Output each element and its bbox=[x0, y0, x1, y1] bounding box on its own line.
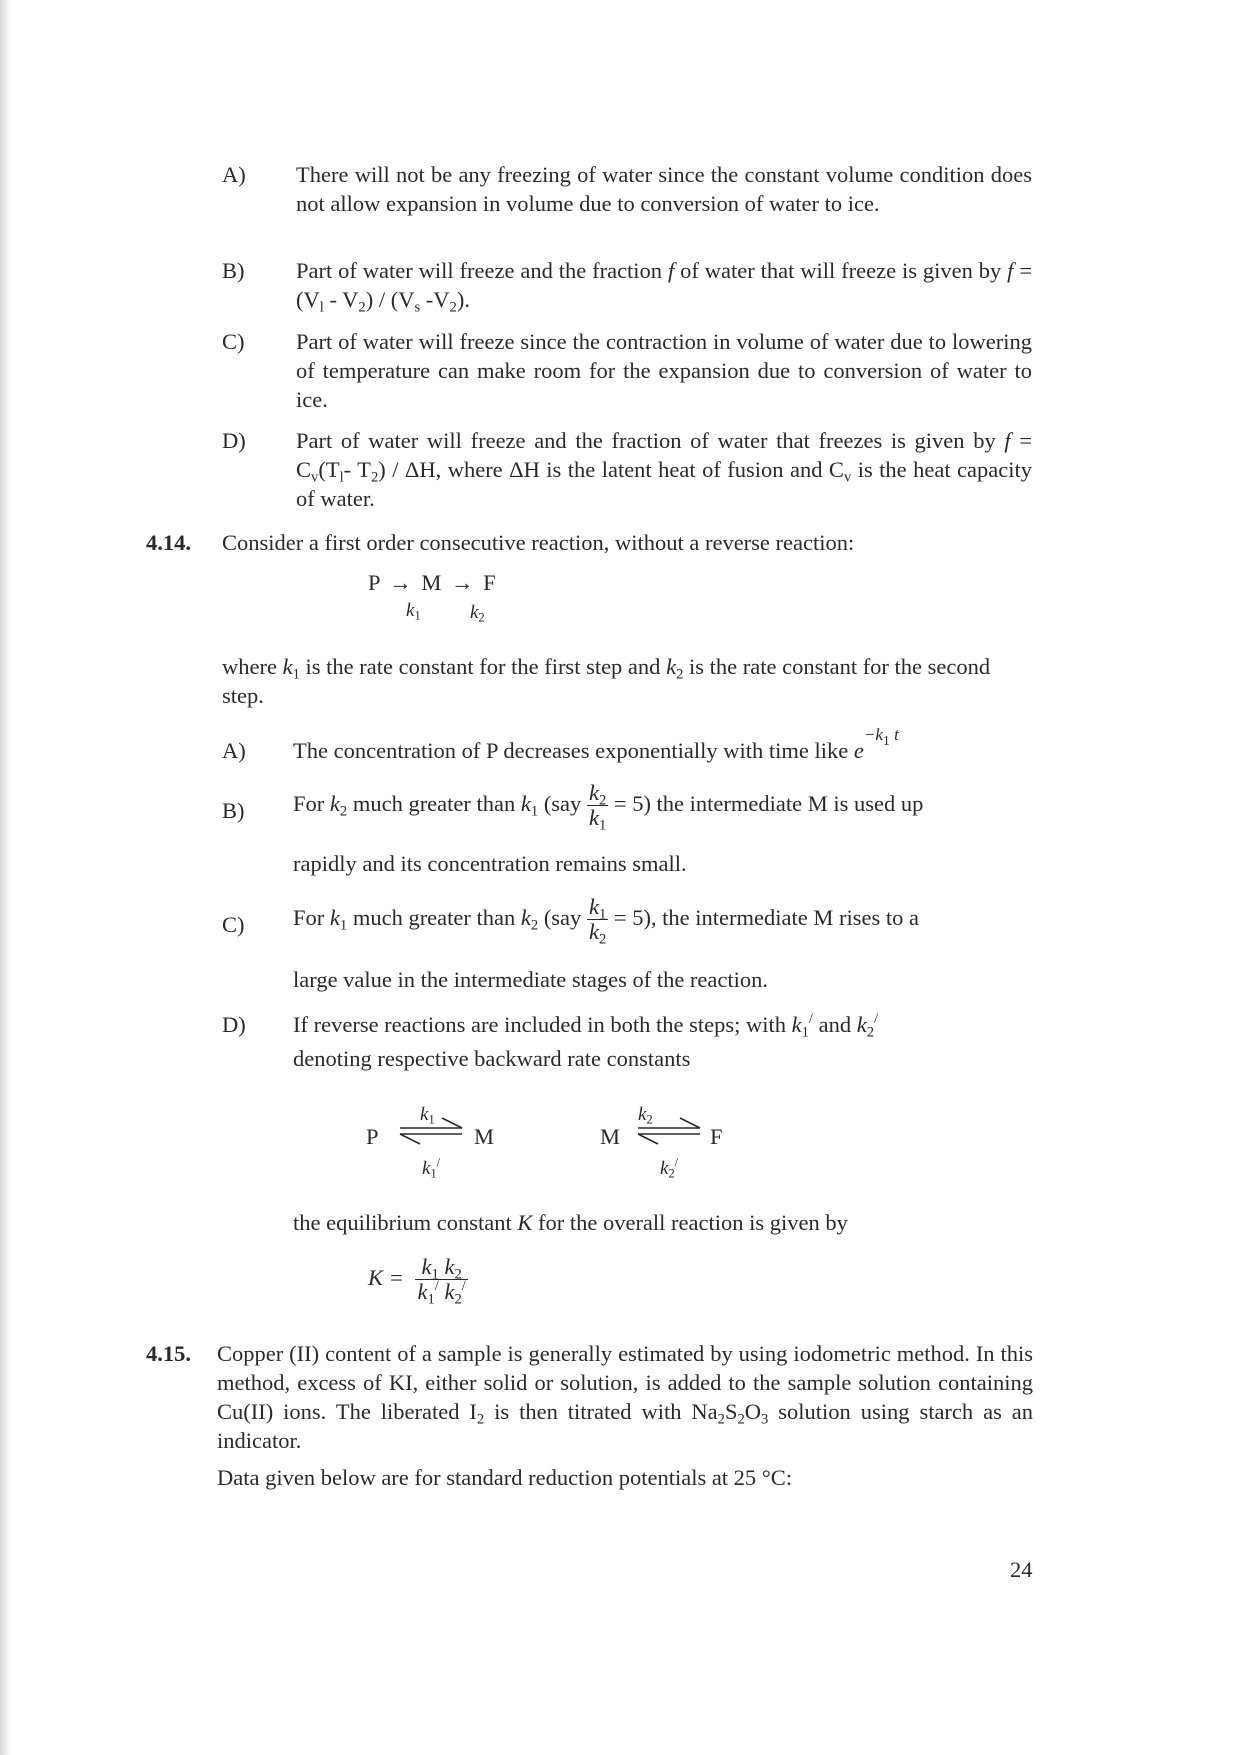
question-data-intro: Data given below are for standard reduction potentials at 25 °C: bbox=[217, 1465, 793, 1490]
option-text: Part of water will freeze since the contraction in volume of water due to lowering of temperature can make room for the expansion due to conversion of water to ice. bbox=[296, 329, 1032, 412]
where-text: where $k_1$ is the rate constant for the first step and $k_2$ is the rate constant for the second step. bbox=[222, 654, 991, 708]
option-text: The concentration of P decreases exponentially with time like $e^{-k_1 t}$ bbox=[293, 725, 899, 763]
option-label: A) bbox=[222, 738, 246, 763]
scan-edge-shadow bbox=[0, 0, 11, 1755]
option-text: Part of water will freeze and the fraction of water that freezes is given by $f = C_v(T_l-$ $T_2$) / ΔH, where ΔH is the latent heat of fusion and $C_v$ is the heat capacity of water. bbox=[296, 428, 1033, 511]
option-label: C) bbox=[222, 329, 245, 354]
question-number: 4.15. bbox=[146, 1341, 191, 1366]
species-m: M bbox=[474, 1124, 495, 1149]
option-label: B) bbox=[222, 798, 245, 823]
question-number: 4.14. bbox=[146, 530, 191, 555]
equilibrium-arrows-icon bbox=[398, 1112, 464, 1146]
option-label: D) bbox=[222, 1012, 246, 1037]
option-label: A) bbox=[222, 162, 246, 187]
backward-rate: $k_2^/$ bbox=[660, 1155, 679, 1181]
reaction-scheme: P → M → F bbox=[368, 570, 498, 595]
option-text: Part of water will freeze and the fraction f of water that will freeze is given by $f = (V_l - V_2) / (V_s$ $-V_2$). bbox=[296, 258, 1033, 316]
forward-rate: $k_1$ bbox=[420, 1104, 435, 1127]
equilibrium-constant-formula: K = $\frac{k_1 k_2}{k_1^/ k_2^/}$ bbox=[368, 1254, 466, 1308]
option-label: C) bbox=[222, 912, 245, 937]
rate-constant-k2: $k_2$ bbox=[470, 602, 485, 625]
species-m: M bbox=[600, 1124, 621, 1149]
backward-rate: $k_1^/$ bbox=[422, 1155, 441, 1181]
equilibrium-arrows-icon bbox=[636, 1112, 702, 1146]
question-intro: Consider a first order consecutive reaction, without a reverse reaction: bbox=[222, 530, 855, 555]
species-f: F bbox=[710, 1124, 723, 1149]
option-text: For $k_1$ much greater than $k_2$ (say $\frac{k_1}{k_2}$ = 5), the intermediate M rises to a bbox=[293, 894, 919, 948]
question-text: Copper (II) content of a sample is generally estimated by using iodometric method. In this method, excess of KI, either solid or solution, is added to the sample solution containing Cu(II) ions. The liberated $I_2$ is then titrated with $Na_2S_2O_3$ solution using starch as an indicator. bbox=[217, 1341, 1034, 1453]
forward-rate: $k_2$ bbox=[638, 1104, 653, 1127]
option-text-cont: large value in the intermediate stages of the reaction. bbox=[293, 967, 769, 992]
option-text-cont: rapidly and its concentration remains small. bbox=[293, 851, 687, 876]
option-text-cont: denoting respective backward rate constants bbox=[293, 1046, 691, 1071]
fraction: $\frac{k_2}{k_1}$ bbox=[588, 780, 607, 834]
species-p: P bbox=[366, 1124, 379, 1149]
page-number: 24 bbox=[1010, 1557, 1033, 1582]
fraction: $\frac{k_1}{k_2}$ bbox=[588, 894, 607, 948]
option-text: There will not be any freezing of water since the constant volume condition does not allow expansion in volume due to conversion of water to ice. bbox=[296, 162, 1032, 216]
equilibrium-text: the equilibrium constant K for the overall reaction is given by bbox=[293, 1210, 848, 1235]
option-text: If reverse reactions are included in both the steps; with $k_1^/$ and $k_2^/$ bbox=[293, 1011, 879, 1041]
option-label: D) bbox=[222, 428, 246, 453]
option-text: For $k_2$ much greater than $k_1$ (say $\frac{k_2}{k_1}$ = 5) the intermediate M is used up bbox=[293, 780, 924, 834]
rate-constant-k1: $k_1$ bbox=[406, 600, 421, 623]
option-label: B) bbox=[222, 258, 245, 283]
